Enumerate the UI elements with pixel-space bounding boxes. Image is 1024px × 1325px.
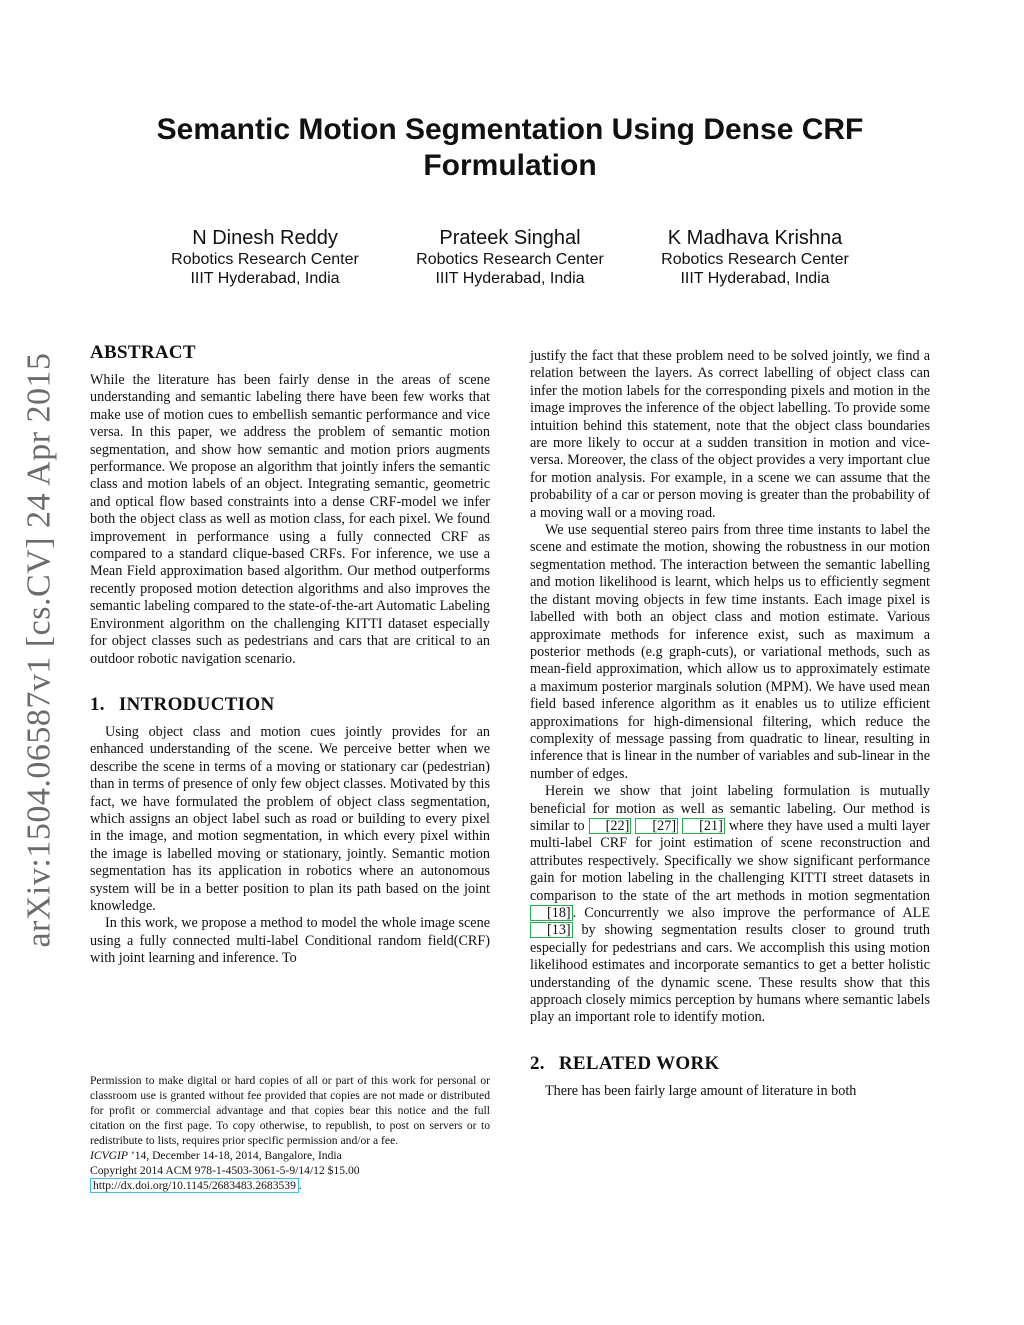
author-name: Prateek Singhal — [439, 227, 581, 249]
citation-link[interactable]: [22] — [589, 818, 632, 834]
permission-notice — [90, 1073, 490, 1193]
citation-link[interactable]: [13] — [530, 922, 573, 938]
body-paragraph — [530, 783, 930, 1027]
doi-line — [90, 1178, 490, 1193]
author-affiliation: Robotics Research Center — [661, 251, 849, 268]
abstract-heading: ABSTRACT — [90, 342, 196, 363]
section-number: 1. — [90, 693, 105, 715]
author-name: N Dinesh Reddy — [192, 227, 338, 249]
author-location: IIIT Hyderabad, India — [190, 270, 340, 287]
doi-link[interactable]: http://dx.doi.org/10.1145/2683483.2683539 — [90, 1178, 299, 1193]
conference-details: ’14, December 14-18, 2014, Bangalore, India — [128, 1149, 342, 1162]
copyright-line: Copyright 2014 ACM 978-1-4503-3061-5-9/14/12 $15.00 — [90, 1164, 360, 1177]
citation-link[interactable]: [18] — [530, 905, 573, 921]
body-paragraph: justify the fact that these problem need to be solved jointly, we find a relation between the layers. As correct labelling of object class can infer the motion labels for the corresponding pixels and motion in the image improves the inference of the object labelling. To provide some intuition behind this statement, note that the object class boundaries are more likely to occur at a sudden transition in motion and vice-versa. Moreover, the class of the object provides a very important clue for motion analysis. For example, in a scene we can assume that the probability of a car or person moving is greater than the probability of a moving wall or a moving road. — [530, 348, 930, 521]
text-run: by showing segmentation results closer to ground truth especially for pedestrians and cars. We accomplish this using motion likelihood estimates and incorporate semantics to get a better holistic understanding of the dynamic scene. These results show that this approach closely mimics perception by humans where semantic labels play an important role to identify motion. — [530, 922, 930, 1026]
text-run: where they have used a multi layer multi-label CRF for joint estimation of scene reconstruction and attributes respectively. Specifically we show significant performance gain for motion labeling in the challenging KITTI street datasets in comparison to the state of the art methods in motion segmentation — [530, 817, 931, 904]
author-block — [635, 226, 875, 288]
author-name: K Madhava Krishna — [667, 227, 843, 249]
intro-paragraph: Using object class and motion cues jointly provides for an enhanced understanding of the scene. We perceive better when we describe the scene in terms of a moving or stationary car (pedestrian) than in terms of presence of only few object classes. Motivated by this fact, we have formulated the problem of object class segmentation, which assigns an object label such as road or building to every pixel in the image, and motion segmentation, in which every pixel within the image is labelled moving or stationary, jointly. Semantic motion segmentation has its application in robotics where an autonomous system will be in a better position to plan its path based on the joint knowledge. — [90, 723, 490, 914]
section-title: INTRODUCTION — [118, 693, 275, 715]
conference-line — [90, 1148, 490, 1163]
section-number: 2. — [530, 1052, 545, 1074]
body-paragraph: We use sequential stereo pairs from three time instants to label the scene and estimate the motion, showing the robustness in our motion segmentation method. The interaction between the semantic labelling and motion likelihood is learnt, which helps us to efficiently segment the distant moving objects in few time instants. Each image pixel is labelled with both an object class and motion estimate. Various approximate methods for inference exist, such as maximum a posterior methods (e.g graph-cuts), or variational methods, such as mean-field approximation, which allow us to approximately estimate a maximum posterior marginals solution (MPM). We have used mean field based inference algorithm as it enables us to utilize efficient approximations for high-dimensional filtering, which reduce the complexity of message passing from quadratic to linear, resulting in inference that is linear in the number of variables and sub-linear in the number of edges. — [530, 522, 930, 782]
right-column — [530, 348, 930, 1100]
related-work-heading — [530, 1053, 930, 1075]
doi-suffix: . — [298, 1179, 302, 1192]
author-affiliation: Robotics Research Center — [171, 251, 359, 268]
text-run: . Concurrently we also improve the performance of ALE — [572, 905, 930, 921]
arxiv-stamp — [10, 350, 70, 950]
citation-link[interactable]: [21] — [682, 818, 725, 834]
conference-name: ICVGIP — [90, 1149, 128, 1162]
body-paragraph: There has been fairly large amount of literature in both — [545, 1082, 857, 1099]
arxiv-id: arXiv:1504.06587v1 [cs.CV] 24 Apr 2015 — [21, 352, 58, 948]
section-title: RELATED WORK — [558, 1052, 720, 1074]
author-location: IIIT Hyderabad, India — [435, 270, 585, 287]
author-block — [390, 226, 630, 288]
related-work-section — [530, 1053, 930, 1100]
paper-title: Semantic Motion Segmentation Using Dense CRF Formulation — [156, 113, 864, 182]
author-affiliation: Robotics Research Center — [416, 251, 604, 268]
left-column — [90, 342, 490, 968]
abstract-text: While the literature has been fairly dense in the areas of scene understanding and semantic labeling there have been few works that make use of motion cues to embellish semantic performance and vice versa. In this paper, we address the problem of semantic motion segmentation, and show how semantic and motion priors augments performance. We propose an algorithm that jointly infers the semantic class and motion labels of an object. Integrating semantic, geometric and optical flow based constraints into a dense CRF-model we infer both the object class as well as motion class, for each pixel. We found improvement in performance using a fully connected CRF as compared to a standard clique-based CRFs. For inference, we use a Mean Field approximation based algorithm. Our method outperforms recently proposed motion detection algorithms and also improves the semantic labeling compared to the state-of-the-art Automatic Labeling Environment algorithm on the challenging KITTI dataset especially for object classes such as pedestrians and cars that are critical to an outdoor robotic navigation scenario. — [90, 372, 490, 667]
permission-text: Permission to make digital or hard copies of all or part of this work for personal or classroom use is granted without fee provided that copies are not made or distributed for profit or commercial advantage and that copies bear this notice and the full citation on the first page. To copy otherwise, to republish, to post on servers or to redistribute to lists, requires prior specific permission and/or a fee. — [90, 1074, 490, 1147]
intro-paragraph: In this work, we propose a method to model the whole image scene using a fully connected multi-label Conditional random field(CRF) with joint learning and inference. To — [90, 915, 490, 967]
text-run: Herein we show that joint labeling formulation is mutually beneficial for motion as well as semantic labeling. Our method is similar to — [530, 783, 930, 834]
intro-heading — [90, 694, 490, 716]
author-location: IIIT Hyderabad, India — [680, 270, 830, 287]
citation-link[interactable]: [27] — [635, 818, 678, 834]
author-block — [145, 226, 385, 288]
